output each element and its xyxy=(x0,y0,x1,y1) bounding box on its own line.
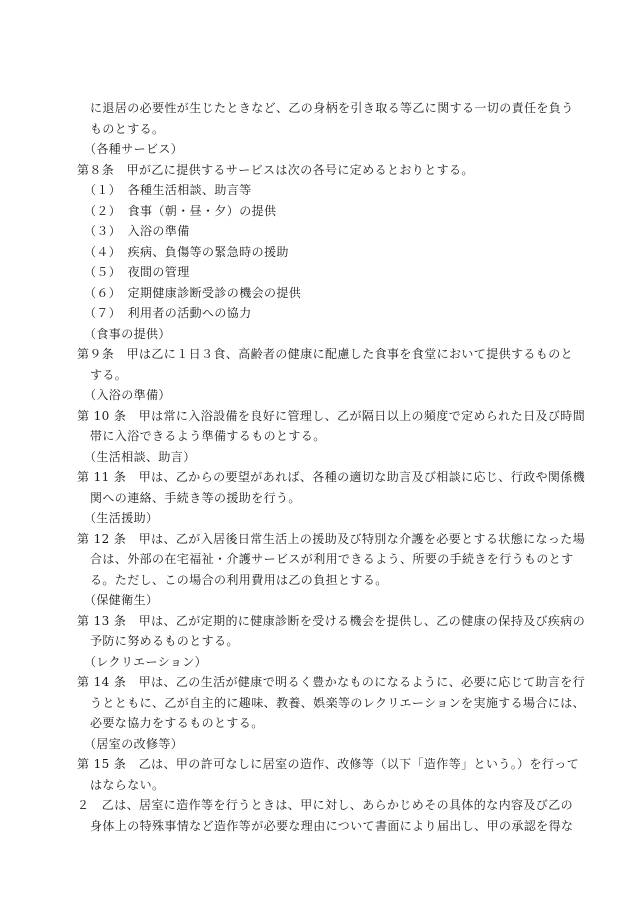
article-line: 第 10 条 甲は常に入浴設備を良好に管理し、乙が隔日以上の頻度で定められた日及び時間 xyxy=(77,408,586,423)
list-item: （６） 定期健康診断受診の機会の提供 xyxy=(84,285,302,300)
section-heading: （保健衛生） xyxy=(84,593,159,607)
text-line: はならない。 xyxy=(90,777,165,792)
section-heading: （レクリエーション） xyxy=(84,654,208,669)
text-line: 合は、外部の在宅福祉・介護サービスが利用できるよう、所要の手続きを行うものとす xyxy=(90,552,574,566)
text-line: うとともに、乙が自主的に趣味、教養、娯楽等のレクリエーションを実施する場合には、 xyxy=(90,695,586,710)
article-line: 第 12 条 甲は、乙が入居後日常生活上の援助及び特別な介護を必要とする状態になった場 xyxy=(77,531,586,546)
article-line: 第８条 甲が乙に提供するサービスは次の各号に定めるとおりとする。 xyxy=(77,162,474,177)
list-item: （２） 食事（朝・昼・夕）の提供 xyxy=(84,203,277,218)
document-body xyxy=(77,98,586,836)
list-item: （３） 入浴の準備 xyxy=(84,224,190,238)
article-line: 第 14 条 甲は、乙の生活が健康で明るく豊かなものになるように、必要に応じて助言を行 xyxy=(77,675,586,689)
article-line: 第 13 条 甲は、乙が定期的に健康診断を受ける機会を提供し、乙の健康の保持及び疾病の xyxy=(77,613,586,628)
text-line: 関への連絡、手続き等の援助を行う。 xyxy=(90,490,301,505)
section-heading: （食事の提供） xyxy=(84,326,171,341)
section-heading: （居室の改修等） xyxy=(84,736,184,751)
text-line: る。ただし、この場合の利用費用は乙の負担とする。 xyxy=(90,572,388,587)
text-line: に退居の必要性が生じたときなど、乙の身柄を引き取る等乙に関する一切の責任を負う xyxy=(90,101,574,115)
list-item: （７） 利用者の活動への協力 xyxy=(84,306,252,320)
section-heading: （各種サービス） xyxy=(84,142,184,156)
section-heading: （生活援助） xyxy=(84,511,159,525)
text-line: 身体上の特殊事情など造作等が必要な理由について書面により届出し、甲の承認を得な xyxy=(90,818,574,833)
section-heading: （入浴の準備） xyxy=(84,388,171,402)
list-item: （１） 各種生活相談、助言等 xyxy=(84,183,252,197)
section-heading: （生活相談、助言） xyxy=(84,449,196,464)
article-line: 第 15 条 乙は、甲の許可なしに居室の造作、改修等（以下「造作等」という。）を行って xyxy=(77,757,580,771)
text-line: 必要な協力をするものとする。 xyxy=(90,716,264,730)
article-line: 第 11 条 甲は、乙からの要望があれば、各種の適切な助言及び相談に応じ、行政や関係機 xyxy=(77,470,586,484)
text-line: 帯に入浴できるよう準備するものとする。 xyxy=(90,429,326,443)
text-line: する。 xyxy=(90,367,128,382)
text-line: 予防に努めるものとする。 xyxy=(90,634,239,648)
paragraph-line: ２ 乙は、居室に造作等を行うときは、甲に対し、あらかじめその具体的な内容及び乙の xyxy=(77,798,574,812)
list-item: （５） 夜間の管理 xyxy=(84,265,190,279)
list-item: （４） 疾病、負傷等の緊急時の援助 xyxy=(84,244,289,259)
text-line: ものとする。 xyxy=(90,121,165,136)
article-line: 第９条 甲は乙に１日３食、高齢者の健康に配慮した食事を食堂において提供するものと xyxy=(77,347,574,361)
